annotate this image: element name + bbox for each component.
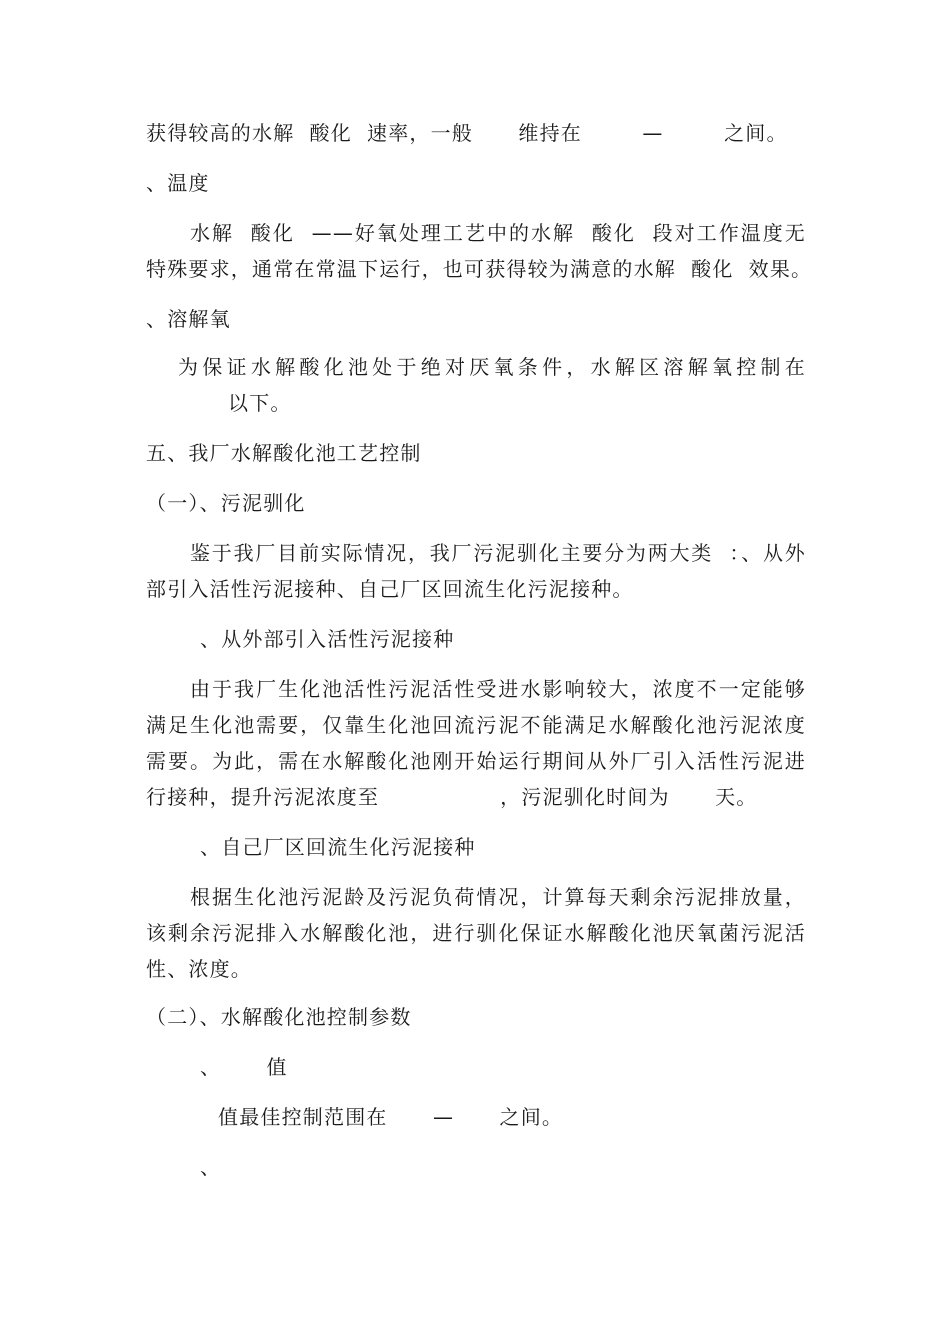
text-line-ph-range: 值最佳控制范围在 — 之间。 xyxy=(218,1105,564,1129)
heading-next-item: 、 xyxy=(200,1155,222,1179)
text-line-dissolved-oxygen-2: 以下。 xyxy=(228,391,292,415)
subsection-heading-1: （一）、污泥驯化 xyxy=(146,491,306,515)
text-line-external-3: 需要。为此，需在水解酸化池刚开始运行期间从外厂引入活性污泥进 xyxy=(146,749,806,773)
text-line-return-3: 性、浓度。 xyxy=(146,957,252,981)
text-line-temperature-2: 特殊要求，通常在常温下运行，也可获得较为满意的水解 酸化 效果。 xyxy=(146,257,813,281)
text-line-dissolved-oxygen-1: 为保证水解酸化池处于绝对厌氧条件，水解区溶解氧控制在 xyxy=(178,355,806,379)
text-line-external-2: 满足生化池需要，仅靠生化池回流污泥不能满足水解酸化池污泥浓度 xyxy=(146,713,806,737)
heading-return-sludge: 、自己厂区回流生化污泥接种 xyxy=(200,835,476,859)
heading-external-sludge: 、从外部引入活性污泥接种 xyxy=(200,627,455,651)
text-line-temperature-1: 水解 酸化 ——好氧处理工艺中的水解 酸化 段对工作温度无 xyxy=(190,221,806,245)
text-line-external-1: 由于我厂生化池活性污泥活性受进水影响较大，浓度不一定能够 xyxy=(190,677,806,701)
heading-dissolved-oxygen: 、溶解氧 xyxy=(146,307,231,331)
text-line-external-4: 行接种，提升污泥浓度至 ，污泥驯化时间为 天。 xyxy=(146,785,758,809)
section-heading-5: 五、我厂水解酸化池工艺控制 xyxy=(146,441,422,465)
text-line-acclimation-1: 鉴于我厂目前实际情况，我厂污泥驯化主要分为两大类 ：、从外 xyxy=(190,541,806,565)
text-line-return-2: 该剩余污泥排入水解酸化池，进行驯化保证水解酸化池厌氧菌污泥活 xyxy=(146,921,806,945)
heading-ph-value: 、 值 xyxy=(200,1055,288,1079)
heading-temperature: 、温度 xyxy=(146,171,210,195)
text-line-return-1: 根据生化池污泥龄及污泥负荷情况，计算每天剩余污泥排放量， xyxy=(190,885,806,909)
subsection-heading-2: （二）、水解酸化池控制参数 xyxy=(146,1005,412,1029)
text-line-hydrolysis-rate: 获得较高的水解 酸化 速率，一般 维持在 — 之间。 xyxy=(146,121,788,145)
text-line-acclimation-2: 部引入活性污泥接种、自己厂区回流生化污泥接种。 xyxy=(146,577,634,601)
